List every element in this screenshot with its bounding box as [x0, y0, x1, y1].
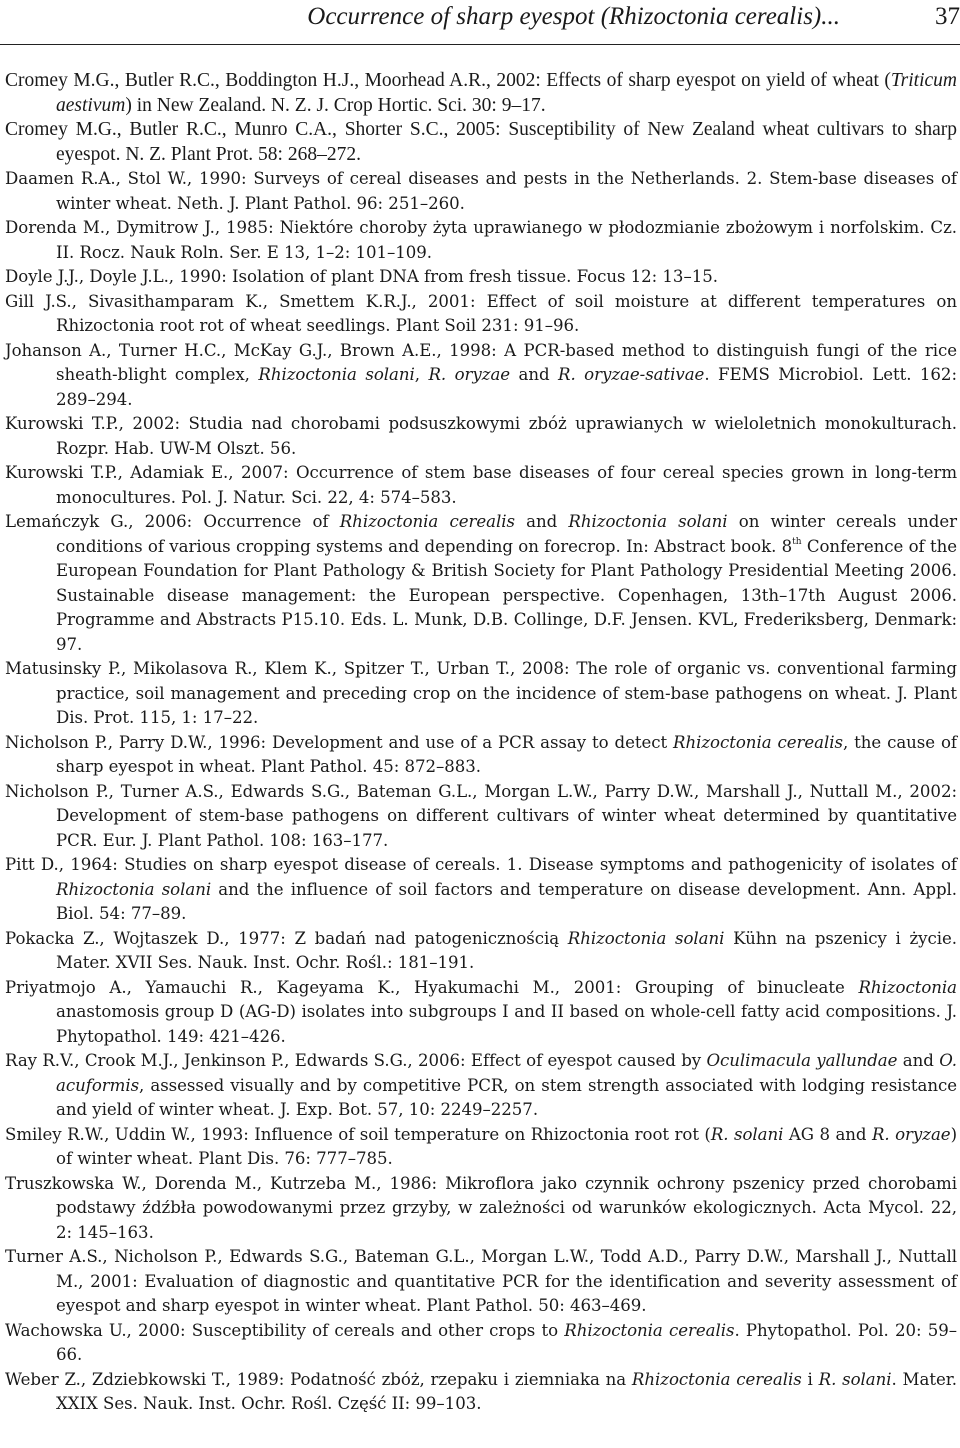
reference-text: ,: [414, 365, 429, 384]
species-name: Rhizoctonia cerealis: [339, 512, 515, 531]
reference-text: Dorenda M., Dymitrow J., 1985: Niektóre choroby żyta uprawianego w płodozmianie zbożowym i norfolskim. Cz. II. Rocz. Nauk Roln. Ser. E 13, 1–2: 101–109.: [5, 218, 957, 262]
reference-text: . Mater. XXIX Ses. Nauk. Inst. Ochr. Rośl. Część II: 99–103.: [56, 1369, 958, 1413]
species-name: Rhizoctonia cerealis: [673, 732, 843, 752]
reference-entry: [5, 1123, 957, 1172]
reference-text: Wachowska U., 2000: Susceptibility of cereals and other crops to: [5, 1320, 565, 1340]
reference-text: Cromey M.G., Butler R.C., Munro C.A., Shorter S.C., 2005: Susceptibility of New Zealand wheat cultivars to sharp eyespot. N. Z. Plant Prot. 58: 268–272.: [5, 119, 957, 165]
running-header: [0, 0, 960, 45]
reference-entry: [5, 461, 957, 510]
page-number: 37: [935, 3, 960, 30]
species-name: R. oryzae: [428, 365, 511, 384]
reference-text: . Phytopathol. Pol. 20: 59–66.: [56, 1320, 957, 1364]
reference-text: and: [510, 365, 559, 384]
reference-entry: [5, 976, 957, 1050]
reference-entry: [5, 1319, 957, 1368]
reference-text: Lemańczyk G., 2006: Occurrence of: [5, 512, 340, 531]
reference-text: Matusinsky P., Mikolasova R., Klem K., Spitzer T., Urban T., 2008: The role of organic vs. conventional farming practice, soil management and preceding crop on the incidence of stem-base pathogens on wheat. J. Plant Dis. Prot. 115, 1: 17–22.: [5, 659, 957, 727]
reference-entry: [5, 1049, 957, 1123]
reference-text: Daamen R.A., Stol W., 1990: Surveys of cereal diseases and pests in the Netherlands. 2. Stem-base diseases of winter wheat. Neth. J. Plant Pathol. 96: 251–260.: [5, 169, 957, 213]
reference-text: Smiley R.W., Uddin W., 1993: Influence of soil temperature on Rhizoctonia root rot (: [5, 1124, 711, 1144]
reference-entry: [5, 69, 957, 118]
reference-entry: [5, 290, 957, 339]
reference-text: and the influence of soil factors and temperature on disease development. Ann. Appl. Biol. 54: 77–89.: [56, 879, 957, 923]
reference-text: , the cause of sharp eyespot in wheat. Plant Pathol. 45: 872–883.: [56, 732, 957, 776]
reference-text: ) of winter wheat. Plant Dis. 76: 777–785.: [56, 1124, 957, 1168]
species-name: Rhizoctonia cerealis: [564, 1320, 735, 1340]
reference-entry: [5, 118, 957, 167]
reference-text: Nicholson P., Turner A.S., Edwards S.G., Bateman G.L., Morgan L.W., Parry D.W., Marshall J., Nuttall M., 2002: Development of stem-base pathogens on different cultivars of winter wheat determined by quantitative PCR. Eur. J. Plant Pathol. 108: 163–177.: [5, 781, 957, 850]
reference-text: i: [801, 1369, 819, 1389]
reference-entry: [5, 927, 957, 976]
reference-entry: [5, 265, 957, 290]
reference-text: and: [897, 1051, 940, 1070]
reference-text: Doyle J.J., Doyle J.L., 1990: Isolation of plant DNA from fresh tissue. Focus 12: 13–15.: [5, 267, 718, 286]
reference-list: [5, 69, 957, 1417]
reference-text: ) in New Zealand. N. Z. J. Crop Hortic. Sci. 30: 9–17.: [125, 94, 546, 116]
species-name: R. oryzae: [871, 1124, 951, 1144]
reference-text: AG 8 and: [783, 1124, 872, 1144]
reference-entry: [5, 167, 957, 216]
reference-text: Kurowski T.P., Adamiak E., 2007: Occurrence of stem base diseases of four cereal species grown in long-term monocultures. Pol. J. Natur. Sci. 22, 4: 574–583.: [5, 463, 957, 507]
reference-text: Priyatmojo A., Yamauchi R., Kageyama K., Hyakumachi M., 2001: Grouping of binucleate: [5, 977, 859, 997]
reference-entry: [5, 412, 957, 461]
reference-text: , assessed visually and by competitive PCR, on stem strength associated with lodging resistance and yield of winter wheat. J. Exp. Bot. 57, 10: 2249–2257.: [56, 1075, 957, 1119]
reference-entry: [5, 731, 957, 780]
reference-text: Pitt D., 1964: Studies on sharp eyespot disease of cereals. 1. Disease symptoms and pathogenicity of isolates of: [5, 855, 957, 874]
species-name: Rhizoctonia solani: [258, 365, 415, 384]
reference-text: and: [514, 512, 569, 531]
reference-text: Ray R.V., Crook M.J., Jenkinson P., Edwards S.G., 2006: Effect of eyespot caused by: [5, 1051, 707, 1070]
species-name: Rhizoctonia solani: [568, 512, 728, 531]
reference-text: on winter cereals under conditions of various cropping systems and depending on forecrop. In: Abstract book. 8: [56, 512, 957, 556]
reference-text: anastomosis group D (AG-D) isolates into subgroups I and II based on whole-cell fatty acid compositions. J. Phytopathol. 149: 421–426.: [56, 1002, 957, 1046]
reference-text: . FEMS Microbiol. Lett. 162: 289–294.: [56, 365, 957, 409]
reference-entry: [5, 1172, 957, 1246]
species-name: Rhizoctonia solani: [56, 879, 212, 899]
species-name: R. solani: [818, 1369, 892, 1389]
reference-entry: [5, 657, 957, 731]
reference-text: Truszkowska W., Dorenda M., Kutrzeba M., 1986: Mikroflora jako czynnik ochrony pszenicy przed chorobami podstawy źdźbła powodowanymi przez grzyby, w zależności od warunków ekologicznych. Acta Mycol. 22, 2: 145–163.: [5, 1173, 957, 1242]
reference-text: Turner A.S., Nicholson P., Edwards S.G., Bateman G.L., Morgan L.W., Todd A.D., Parry D.W., Marshall J., Nuttall M., 2001: Evaluation of diagnostic and quantitative PCR for the identification and severity assessment of eyespot and sharp eyespot in winter wheat. Plant Pathol. 50: 463–469.: [5, 1247, 957, 1315]
running-title: Occurrence of sharp eyespot (Rhizoctonia cerealis)...: [307, 3, 840, 30]
reference-text: Pokacka Z., Wojtaszek D., 1977: Z badań nad patogenicznością: [5, 928, 568, 948]
species-name: Rhizoctonia: [858, 977, 957, 997]
reference-entry: [5, 780, 957, 854]
species-name: Triticum aestivum: [56, 70, 957, 116]
reference-text: Johanson A., Turner H.C., McKay G.J., Brown A.E., 1998: A PCR-based method to distinguish fungi of the rice sheath-blight complex,: [5, 340, 957, 384]
reference-entry: [5, 339, 957, 413]
reference-text: Conference of the European Foundation for Plant Pathology & British Society for Plant Pathology Presidential Meeting 2006. Sustainable disease management: the European perspective. Copenhagen, 13th–17th August 2006. Programme and Abstracts P15.10. Eds. L. Munk, D.B. Collinge, D.F. Jensen. KVL, Frederiksberg, Denmark: 97.: [56, 536, 957, 654]
species-name: Oculimacula yallundae: [706, 1051, 898, 1070]
reference-entry: [5, 510, 957, 657]
superscript: th: [792, 536, 802, 547]
reference-text: Cromey M.G., Butler R.C., Boddington H.J., Moorhead A.R., 2002: Effects of sharp eyespot on yield of wheat (: [5, 70, 891, 91]
reference-text: Nicholson P., Parry D.W., 1996: Development and use of a PCR assay to detect: [5, 732, 674, 752]
species-name: Rhizoctonia solani: [567, 928, 725, 948]
reference-entry: [5, 216, 957, 265]
reference-entry: [5, 1245, 957, 1319]
reference-text: Kurowski T.P., 2002: Studia nad chorobami podsuszkowymi zbóż uprawianych w wieloletnich monokulturach. Rozpr. Hab. UW-M Olszt. 56.: [5, 414, 957, 458]
species-name: R. oryzae-sativae: [558, 365, 705, 384]
species-name: O. acuformis: [56, 1051, 957, 1095]
reference-text: Kühn na pszenicy i życie. Mater. XVII Ses. Nauk. Inst. Ochr. Rośl.: 181–191.: [56, 928, 957, 972]
species-name: Rhizoctonia cerealis: [631, 1369, 802, 1389]
species-name: R. solani: [710, 1124, 784, 1144]
reference-entry: [5, 1368, 957, 1417]
reference-text: Gill J.S., Sivasithamparam K., Smettem K.R.J., 2001: Effect of soil moisture at different temperatures on Rhizoctonia root rot of wheat seedlings. Plant Soil 231: 91–96.: [5, 291, 957, 335]
reference-text: Weber Z., Zdziebkowski T., 1989: Podatność zbóż, rzepaku i ziemniaka na: [5, 1369, 632, 1389]
reference-entry: [5, 853, 957, 927]
